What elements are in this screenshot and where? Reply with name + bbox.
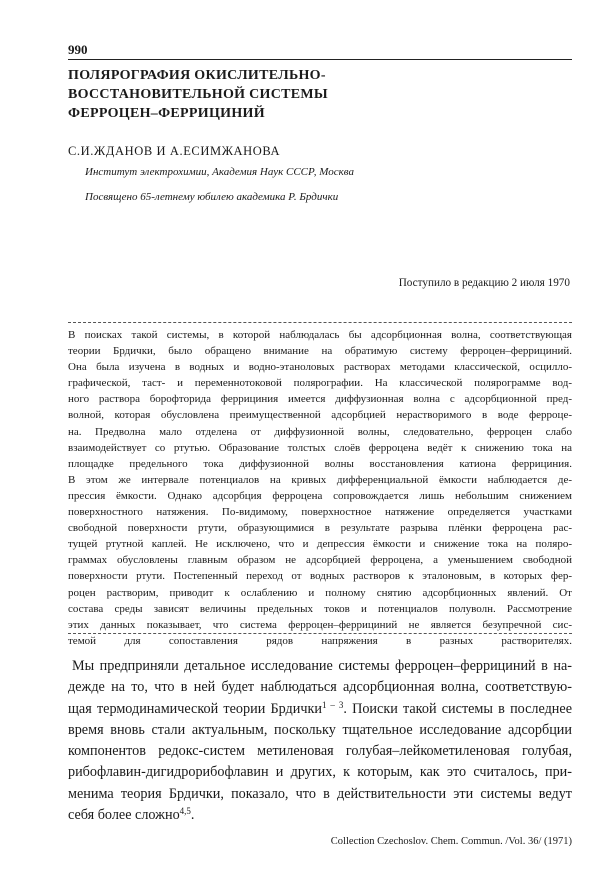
abstract-line: графической, таст- и переменнотоковой полярографии. На классической полярограмме вод- — [68, 377, 572, 390]
body-line: рибофлавин-дигидрорибофлавин и других, к которым, как это считалось, при- — [68, 764, 572, 781]
abstract-line: этих данных показывает, что система ферроцен–феррициний не является безупречной сис- — [68, 618, 572, 631]
body-line — [68, 805, 572, 826]
abstract-line: теории Брдички, было обращено внимание на обратимую систему ферроцен–феррициний. — [68, 345, 572, 358]
abstract-bottom-rule — [68, 633, 572, 634]
abstract-line: Она была изучена в водных и водно-этаноловых растворах методами классической, осцилло- — [68, 361, 572, 374]
body-text-span: . Поиски такой системы в последнее — [343, 700, 572, 717]
abstract-line: поверхностного натяжения. По-видимому, поверхностное натяжение определяется участками — [68, 506, 572, 519]
title-line: ВОССТАНОВИТЕЛЬНОЙ СИСТЕМЫ — [68, 87, 328, 102]
abstract-line: волной, которая обусловлена преимущественной адсорбцией нерастворимого в воде ферроце- — [68, 409, 572, 422]
title-line: ПОЛЯРОГРАФИЯ ОКИСЛИТЕЛЬНО- — [68, 68, 326, 83]
journal-footer: Collection Czechoslov. Chem. Commun. /Vol. 36/ (1971) — [330, 836, 572, 847]
abstract-line: В поисках такой системы, в которой наблюдалась бы адсорбционная волна, соответствующая — [68, 329, 572, 341]
received-date: Поступило в редакцию 2 июля 1970 — [398, 277, 570, 289]
affiliation: Институт электрохимии, Академия Наук СССР, Москва — [85, 166, 354, 178]
abstract-line: состава среды зависят величины предельных токов и потенциалов полуволн. Рассмотрение — [68, 602, 572, 615]
body-line: время вновь стали актуальным, поскольку тщательное исследование адсорбции — [68, 721, 572, 738]
header-rule — [68, 59, 572, 60]
abstract-line: свободной поверхности ртути, образующимися в результате разрыва плёнки ферроцена рас- — [68, 522, 572, 535]
body-line: компонентов редокс-систем метиленовая голубая–лейкометиленовая голубая, — [68, 743, 572, 760]
abstract-line: В этом же интервале потенциалов на кривых дифференциальной ёмкости наблюдается де- — [68, 473, 572, 486]
abstract-line: граммах обусловлены главным образом не адсорбцией ферроцена, а уменьшением свободной — [68, 554, 572, 567]
abstract-line: взаимодействует со ртутью. Образование толстых слоёв ферроцена ведёт к снижению тока на — [68, 441, 572, 454]
abstract — [68, 327, 572, 649]
body-text-span: себя более сложно — [68, 807, 180, 824]
reference-superscript: 1 – 3 — [322, 699, 344, 710]
abstract-line: тущей ртутной каплей. Не исключено, что и депрессия ёмкости и снижение тока на поляро- — [68, 538, 572, 551]
abstract-line: темой для сопоставления рядов напряжения в разных растворителях. — [68, 634, 572, 647]
abstract-line: ного раствора борофторида феррициния имеется диффузионная волна с адсорбционной пред- — [68, 393, 572, 406]
abstract-line: прессия ёмкости. Однако адсорбция ферроцена сопровождается лишь небольшим снижением — [68, 489, 572, 502]
title-line: ФЕРРОЦЕН–ФЕРРИЦИНИЙ — [68, 106, 265, 121]
body-line — [68, 699, 572, 720]
dedication: Посвящено 65-летнему юбилею академика Р. Брдички — [85, 191, 339, 203]
abstract-top-rule — [68, 322, 572, 323]
abstract-line: на. Предволна мало отделена от диффузионной волны, следовательно, ферроцен слабо — [68, 425, 572, 438]
article-title — [68, 66, 508, 123]
page-number: 990 — [68, 42, 88, 57]
body-line: менима теория Брдички, показало, что в действительности эти системы ведут — [68, 785, 572, 802]
authors: С.И.ЖДАНОВ И А.ЕСИМЖАНОВА — [68, 144, 281, 158]
abstract-line: поверхности ртути. Постепенный переход от водных растворов к эталоновым, в которых фер- — [68, 570, 572, 583]
body-line: дежде на то, что в ней будет наблюдаться адсорбционная волна, соответствую- — [68, 679, 572, 696]
body-text-span: щая термодинамической теории Брдички — [68, 700, 322, 717]
abstract-line: площадке предельного тока диффузионной волны восстановления катиона феррициния. — [68, 457, 572, 470]
abstract-line: роцен растворим, приводит к ослаблению и полному снятию адсорбционных явлений. От — [68, 586, 572, 599]
body-text — [68, 656, 572, 826]
body-line: Мы предприняли детальное исследование системы ферроцен–феррициний в на- — [72, 658, 572, 674]
body-text-span: . — [190, 807, 195, 824]
reference-superscript: 4,5 — [179, 806, 191, 817]
